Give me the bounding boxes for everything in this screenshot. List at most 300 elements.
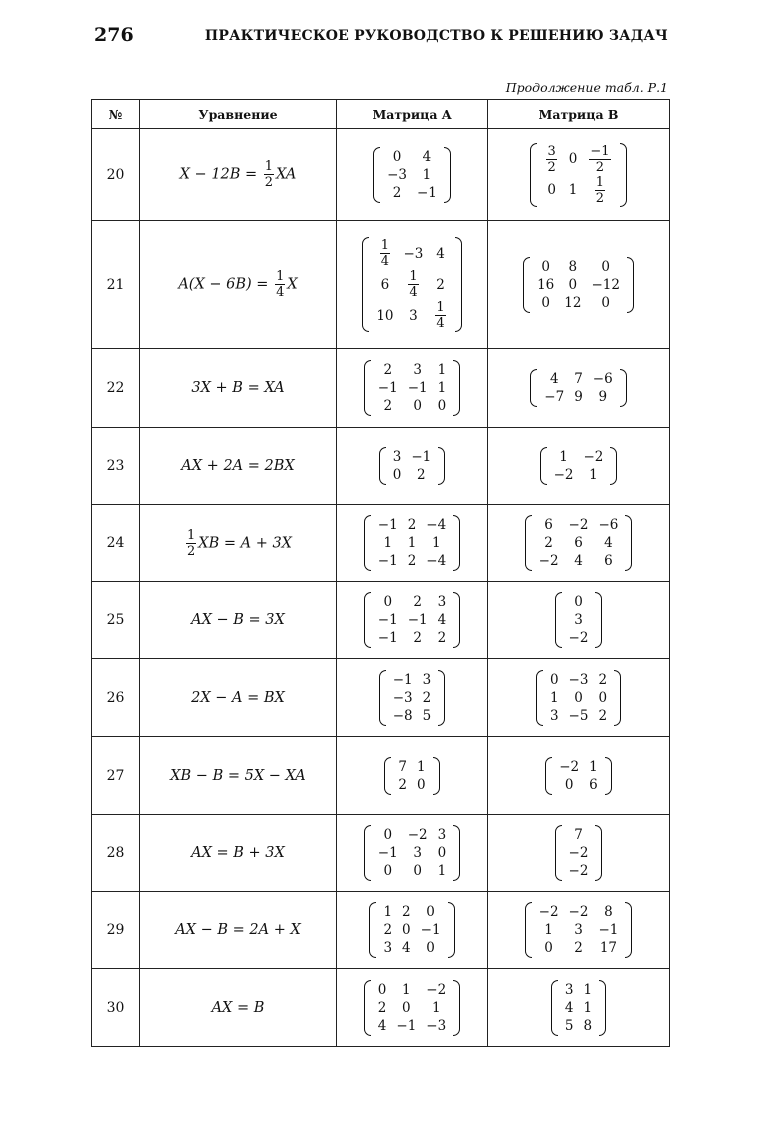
matrix-entry [428, 300, 452, 331]
matrix-row [564, 862, 594, 880]
matrix-entry: 1 [431, 999, 441, 1016]
matrix-entry: −8 [392, 707, 413, 724]
matrix-grid [373, 361, 451, 415]
matrix-a [362, 237, 461, 332]
fraction-denominator: 2 [186, 543, 196, 559]
matrix-entry: 1 [549, 689, 559, 706]
matrix-row [539, 388, 617, 406]
matrix-entry: 5 [564, 1017, 574, 1034]
matrix-row [539, 370, 617, 388]
matrix-b [530, 369, 626, 407]
matrix-row [373, 862, 451, 880]
matrix-a-cell [337, 221, 488, 349]
matrix-a-cell [337, 505, 488, 582]
matrix-entry: 0 [377, 981, 387, 998]
matrix-row [532, 258, 625, 276]
matrix-entry: 0 [574, 689, 583, 706]
matrix-entry: 1 [437, 362, 447, 378]
matrix-entry: 2 [398, 776, 407, 793]
matrix-a [364, 515, 460, 571]
matrix-entry: 1 [383, 535, 393, 551]
row-number: 22 [92, 349, 140, 428]
matrix-grid [388, 448, 437, 484]
matrix-a [379, 447, 446, 485]
matrix-entry: 3 [437, 827, 447, 843]
matrix-row [393, 776, 430, 794]
matrix-entry: −1 [407, 612, 428, 628]
matrix-grid [534, 516, 624, 570]
matrix-entry: 0 [402, 999, 411, 1016]
matrix-entry: −3 [387, 166, 407, 183]
matrix-entry: −1 [377, 630, 398, 646]
matrix-entry: 2 [383, 922, 393, 938]
matrix-row [371, 269, 452, 300]
matrix-entry: 0 [383, 594, 393, 610]
matrix-grid [564, 593, 594, 647]
matrix-row [549, 466, 609, 484]
matrix-entry: 3 [413, 845, 422, 861]
matrix-row [534, 903, 624, 921]
equation-text: XB − B = 5X − XA [170, 767, 306, 784]
matrix-entry: 2 [417, 467, 426, 483]
matrix-entry: 1 [402, 981, 411, 998]
matrix-b [536, 670, 621, 726]
matrix-row [378, 903, 445, 921]
matrix-b [555, 825, 603, 881]
matrix-row [545, 671, 612, 689]
matrix-row [373, 593, 451, 611]
matrix-entry [399, 269, 429, 300]
table-row [92, 659, 670, 737]
matrix-entry: 2 [598, 671, 608, 688]
matrix-entry: 1 [583, 999, 593, 1016]
matrix-b [540, 447, 618, 485]
matrix-row [373, 397, 451, 415]
matrix-entry [582, 175, 617, 206]
matrix-entry: 3 [574, 612, 583, 628]
matrix-b-cell [488, 428, 670, 505]
row-number: 28 [92, 815, 140, 892]
matrix-a-cell [337, 349, 488, 428]
row-number: 20 [92, 129, 140, 221]
matrix-row [388, 671, 437, 689]
matrix-grid [393, 758, 430, 794]
equation-text: AX + 2A = 2BX [181, 458, 295, 474]
row-number: 21 [92, 221, 140, 349]
equation-text: X − 12B = [179, 166, 262, 183]
matrix-entry: 7 [574, 827, 583, 843]
matrix-entry: −2 [538, 904, 559, 920]
matrix-grid [539, 370, 617, 406]
table-row [92, 221, 670, 349]
matrix-entry: 1 [568, 182, 578, 198]
matrix-entry: −2 [553, 467, 574, 483]
matrix-entry: 4 [604, 535, 613, 551]
matrix-entry: −1 [598, 922, 619, 938]
matrix-b-cell [488, 737, 670, 815]
matrix-row [560, 981, 597, 999]
fraction [186, 529, 196, 558]
matrix-entry: −2 [568, 904, 589, 920]
matrix-entry: 0 [574, 594, 583, 610]
matrix-a [369, 902, 454, 958]
matrix-a [364, 592, 460, 648]
matrix-a [373, 147, 451, 203]
matrix-entry: 2 [574, 940, 583, 956]
fraction [275, 270, 285, 299]
matrix-b-cell [488, 582, 670, 659]
matrix-entry: 3 [422, 671, 432, 688]
matrix-row [564, 611, 594, 629]
fraction-numerator: 1 [186, 527, 196, 543]
matrix-entry: −1 [396, 1017, 417, 1034]
matrix-entry: 6 [604, 553, 613, 569]
matrix-entry: 6 [574, 535, 583, 551]
matrix-entry: 4 [422, 148, 432, 165]
matrix-entry: 2 [402, 904, 411, 920]
matrix-entry: 9 [574, 389, 583, 405]
matrix-grid [539, 144, 617, 206]
matrix-entry: 2 [413, 594, 422, 610]
matrix-grid [532, 258, 625, 312]
matrix-a-cell [337, 659, 488, 737]
matrix-row [564, 629, 594, 647]
matrix-b [555, 592, 603, 648]
matrix-entry: 2 [383, 398, 393, 414]
matrix-a-cell [337, 428, 488, 505]
equation [140, 349, 337, 428]
matrix-entry: 3 [392, 449, 402, 465]
matrix-entry: 0 [417, 776, 426, 793]
matrix-entry: −12 [591, 276, 620, 293]
matrix-a-cell [337, 969, 488, 1047]
fraction-numerator: 1 [276, 269, 285, 284]
matrix-entry: −1 [420, 922, 441, 938]
equation-text: 2X − A = BX [191, 689, 285, 706]
matrix-row [549, 448, 609, 466]
matrix-row [371, 238, 452, 269]
matrix-b [525, 515, 633, 571]
matrix-entry [582, 144, 617, 175]
row-number: 23 [92, 428, 140, 505]
matrix-row [382, 184, 442, 202]
equation-text: AX = B + 3X [191, 845, 285, 861]
matrix-entry: 0 [402, 922, 411, 938]
matrix-entry: 2 [392, 184, 402, 201]
matrix-entry: −2 [583, 449, 604, 465]
matrix-grid [373, 826, 451, 880]
matrix-entry: 0 [413, 863, 422, 879]
matrix-entry: 1 [437, 863, 447, 879]
matrix-entry: −2 [568, 863, 589, 879]
matrix-a-cell [337, 129, 488, 221]
matrix-row [534, 516, 624, 534]
matrix-entry: 2 [436, 276, 445, 293]
row-number: 27 [92, 737, 140, 815]
fraction-denominator: 4 [380, 254, 390, 269]
matrix-row [534, 939, 624, 957]
matrix-entry: 4 [549, 371, 559, 387]
table-header-row [92, 100, 670, 129]
fraction-denominator: 4 [409, 285, 418, 300]
matrix-entry: 8 [583, 1017, 593, 1034]
matrix-entry: 1 [544, 922, 553, 938]
matrix-entry: 2 [407, 517, 417, 533]
matrix-entry: 3 [413, 362, 422, 378]
equation [140, 969, 337, 1047]
matrix-grid [373, 981, 451, 1035]
matrix-entry [539, 144, 563, 175]
fraction-denominator: 4 [276, 285, 285, 300]
matrix-row [532, 276, 625, 294]
equation-text: XB = A + 3X [198, 535, 292, 551]
fraction-numerator: 1 [264, 159, 274, 174]
matrix-entry: 2 [598, 707, 608, 724]
matrix-entry: −1 [417, 184, 437, 201]
matrix-row [378, 939, 445, 957]
matrix-entry: −2 [407, 827, 428, 843]
fraction [595, 176, 605, 205]
matrix-b-cell [488, 505, 670, 582]
matrix-row [373, 534, 451, 552]
matrix-row [560, 999, 597, 1017]
equation-text: A(X − 6B) = [178, 276, 274, 293]
matrix-row [545, 689, 612, 707]
matrix-grid [371, 238, 452, 331]
matrix-row [539, 144, 617, 175]
fraction-denominator: 2 [547, 159, 556, 175]
fraction [589, 145, 610, 174]
matrix-entry: 3 [574, 922, 583, 938]
matrix-row [382, 166, 442, 184]
equation-text: XA [276, 166, 297, 183]
matrix-b-cell [488, 221, 670, 349]
matrix-entry: 0 [568, 276, 578, 293]
matrix-entry: 6 [589, 776, 598, 793]
matrix-row [554, 758, 603, 776]
matrix-row [564, 826, 594, 844]
equation-text: 3X + B = XA [191, 380, 285, 396]
row-number: 29 [92, 892, 140, 969]
matrix-entry: 0 [549, 671, 559, 688]
matrix-entry: 0 [541, 258, 550, 275]
matrix-entry: −7 [544, 389, 565, 405]
matrix-row [382, 148, 442, 166]
matrix-a [384, 757, 439, 795]
matrix-entry: 3 [549, 707, 559, 724]
matrix-row [388, 707, 437, 725]
equations-table [91, 99, 670, 1047]
matrix-grid [545, 671, 612, 725]
matrix-entry: 5 [422, 707, 432, 724]
matrix-entry: 6 [380, 276, 390, 293]
matrix-entry: 1 [431, 535, 441, 551]
matrix-entry: 17 [599, 940, 617, 956]
matrix-entry: 3 [437, 594, 447, 610]
matrix-a-cell [337, 815, 488, 892]
fraction [435, 301, 445, 330]
fraction-numerator: 3 [547, 143, 556, 159]
matrix-a [364, 360, 460, 416]
fraction-numerator: 1 [409, 269, 418, 284]
matrix-row [545, 707, 612, 725]
equation [140, 659, 337, 737]
equation [140, 582, 337, 659]
fraction [264, 160, 274, 189]
matrix-entry: 4 [377, 1017, 387, 1034]
matrix-grid [373, 593, 451, 647]
table-row [92, 815, 670, 892]
matrix-entry: 0 [547, 182, 556, 198]
fraction-denominator: 2 [264, 175, 274, 190]
matrix-entry: 2 [422, 689, 432, 706]
matrix-entry: 2 [377, 999, 387, 1016]
equation-text: AX − B = 2A + X [175, 922, 301, 938]
matrix-entry: −1 [377, 612, 398, 628]
matrix-entry: 8 [604, 904, 613, 920]
fraction-denominator: 2 [595, 190, 605, 206]
equation [140, 892, 337, 969]
matrix-row [534, 552, 624, 570]
matrix-entry: 4 [564, 999, 574, 1016]
fraction [546, 145, 556, 174]
matrix-entry: 16 [537, 276, 555, 293]
matrix-entry: −2 [559, 758, 580, 775]
matrix-entry: 3 [409, 307, 418, 324]
matrix-entry: −2 [538, 553, 559, 569]
matrix-row [373, 611, 451, 629]
matrix-entry: 6 [544, 517, 553, 533]
fraction-numerator: 1 [436, 300, 445, 315]
matrix-entry: 0 [601, 258, 610, 275]
matrix-entry: 0 [392, 148, 402, 165]
matrix-entry: 1 [417, 758, 426, 775]
matrix-entry: 10 [376, 307, 394, 324]
matrix-entry: 0 [568, 151, 578, 167]
header-number: № [92, 100, 140, 129]
matrix-entry: 2 [383, 362, 393, 378]
matrix-entry: 2 [413, 630, 422, 646]
matrix-grid [564, 826, 594, 880]
matrix-entry: −5 [568, 707, 589, 724]
matrix-a-cell [337, 737, 488, 815]
row-number: 30 [92, 969, 140, 1047]
table-row [92, 349, 670, 428]
matrix-entry: 4 [402, 940, 411, 956]
matrix-row [564, 593, 594, 611]
matrix-entry: 0 [541, 294, 550, 311]
header-matrix-a: Матрица A [337, 100, 488, 129]
running-head: ПРАКТИЧЕСКОЕ РУКОВОДСТВО К РЕШЕНИЮ ЗАДАЧ [204, 28, 668, 44]
matrix-grid [373, 516, 451, 570]
equation [140, 221, 337, 349]
equation [140, 815, 337, 892]
matrix-row [373, 629, 451, 647]
matrix-entry: 0 [437, 845, 447, 861]
table-body [92, 129, 670, 1047]
matrix-a [364, 825, 460, 881]
matrix-entry: −4 [426, 517, 447, 533]
matrix-b [551, 980, 606, 1036]
matrix-entry: −1 [377, 553, 398, 569]
matrix-entry: 0 [383, 863, 393, 879]
matrix-entry: 1 [583, 981, 593, 998]
matrix-entry: 0 [426, 904, 435, 920]
matrix-entry: 4 [437, 612, 447, 628]
matrix-entry: −1 [407, 380, 428, 396]
matrix-grid [549, 448, 609, 484]
matrix-entry: 0 [426, 940, 435, 956]
fraction-denominator: 4 [436, 316, 445, 331]
matrix-entry: 3 [383, 940, 393, 956]
matrix-entry: −1 [377, 380, 398, 396]
matrix-entry: 0 [413, 398, 422, 414]
matrix-entry: 0 [437, 398, 447, 414]
matrix-entry: −2 [426, 981, 447, 998]
matrix-entry: 2 [544, 535, 553, 551]
matrix-entry: −3 [568, 671, 589, 688]
matrix-entry: 1 [407, 535, 417, 551]
table-row [92, 969, 670, 1047]
matrix-entry: −2 [568, 517, 589, 533]
matrix-b-cell [488, 969, 670, 1047]
matrix-row [560, 1017, 597, 1035]
row-number: 26 [92, 659, 140, 737]
matrix-row [534, 921, 624, 939]
matrix-entry: 1 [422, 166, 432, 183]
matrix-entry: −3 [426, 1017, 447, 1034]
fraction-numerator: 1 [380, 238, 390, 253]
table-row [92, 428, 670, 505]
fraction [408, 270, 418, 299]
matrix-row [373, 1017, 451, 1035]
matrix-b-cell [488, 349, 670, 428]
equation [140, 737, 337, 815]
fraction [380, 239, 390, 268]
matrix-row [373, 516, 451, 534]
page-number: 276 [94, 24, 134, 46]
matrix-b-cell [488, 659, 670, 737]
matrix-entry: 0 [383, 827, 393, 843]
table-continuation-caption: Продолжение табл. Р.1 [505, 80, 668, 95]
matrix-row [373, 826, 451, 844]
matrix-b-cell [488, 815, 670, 892]
matrix-grid [378, 903, 445, 957]
matrix-row [554, 776, 603, 794]
matrix-row [373, 552, 451, 570]
matrix-b [523, 257, 634, 313]
matrix-entry [371, 238, 398, 269]
matrix-entry: 1 [589, 467, 598, 483]
matrix-entry: 2 [437, 630, 447, 646]
equation-text: X [287, 276, 298, 293]
matrix-grid [534, 903, 624, 957]
matrix-row [373, 361, 451, 379]
matrix-entry: 12 [564, 294, 582, 311]
matrix-row [393, 758, 430, 776]
matrix-row [534, 534, 624, 552]
matrix-row [564, 844, 594, 862]
matrix-entry: −6 [592, 371, 613, 387]
matrix-entry: −2 [568, 845, 589, 861]
matrix-entry: 0 [601, 294, 610, 311]
matrix-entry: 3 [564, 981, 574, 998]
matrix-entry: 1 [589, 758, 598, 775]
matrix-entry: 9 [598, 389, 608, 405]
matrix-a [364, 980, 460, 1036]
equation [140, 505, 337, 582]
matrix-entry: 4 [436, 245, 445, 262]
